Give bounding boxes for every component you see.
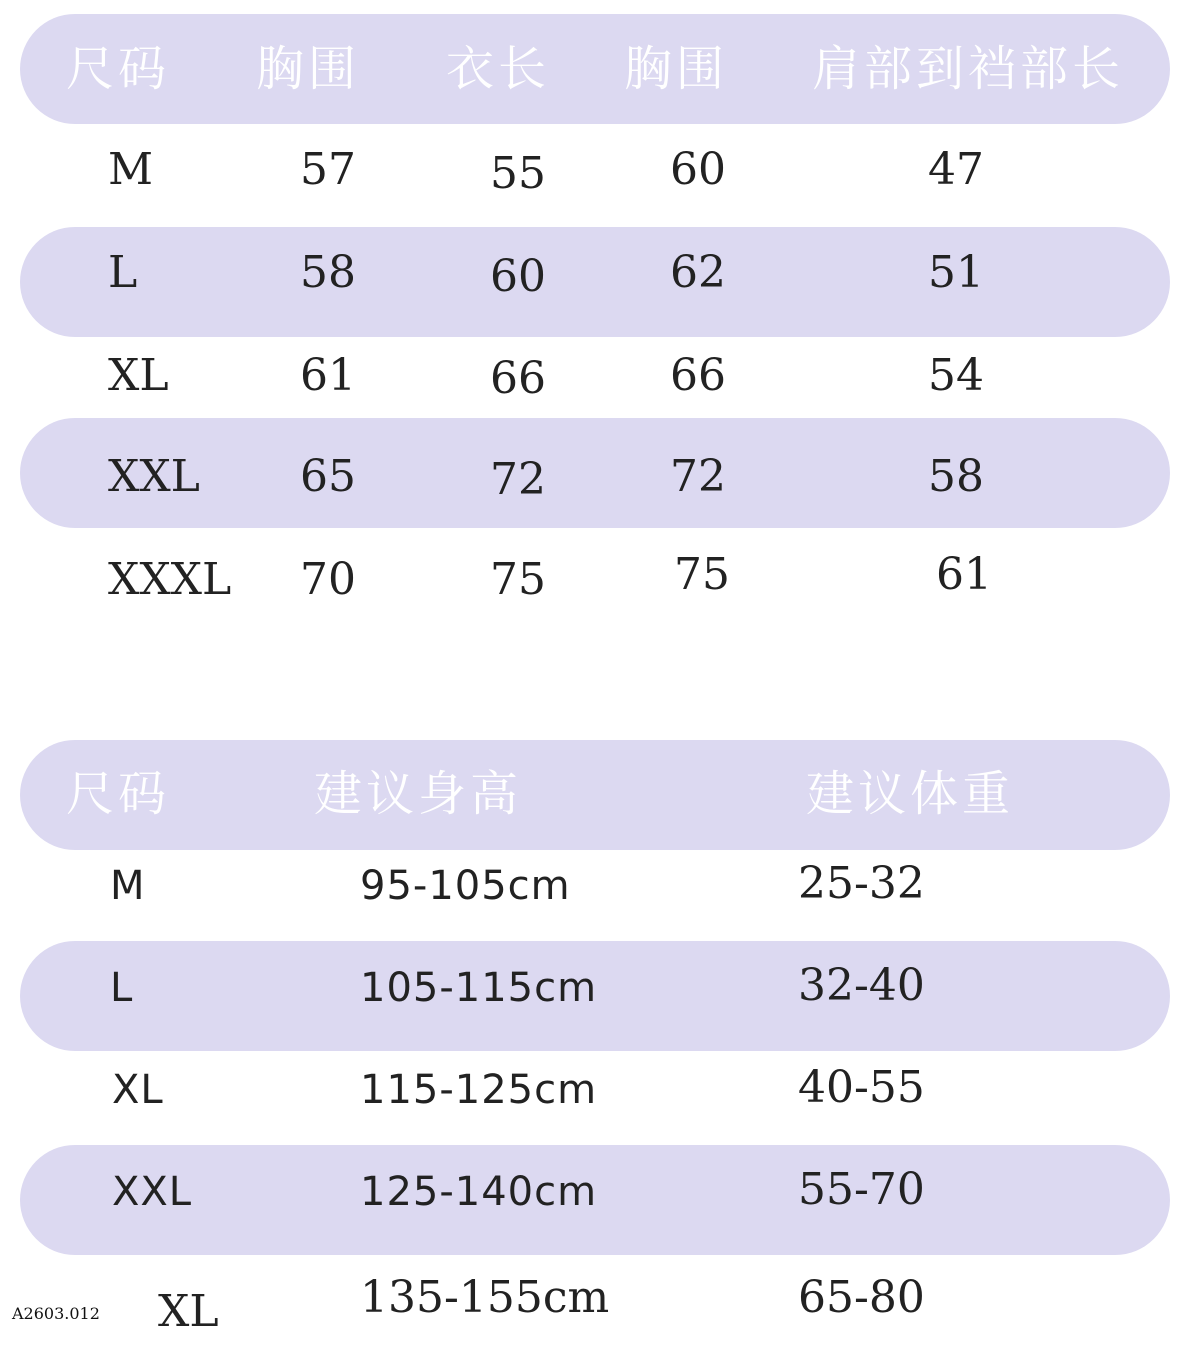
table1-shoulder-l: 51 bbox=[928, 247, 984, 298]
table1-size-xl: XL bbox=[108, 350, 169, 401]
table1-chest2-xl: 66 bbox=[670, 350, 726, 401]
table1-length-l: 60 bbox=[490, 251, 546, 302]
table2-header-weight: 建议体重 bbox=[806, 766, 1015, 822]
table1-shoulder-xl: 54 bbox=[928, 350, 984, 401]
table1-chest2-m: 60 bbox=[670, 144, 726, 195]
table1-header-chest: 胸围 bbox=[256, 41, 361, 97]
table2-weight-xxl: 55-70 bbox=[798, 1164, 925, 1215]
table1-chest2-xxxl: 75 bbox=[674, 549, 730, 600]
product-code: A2603.012 bbox=[12, 1304, 100, 1323]
table1-length-xl: 66 bbox=[490, 353, 546, 404]
table2-header-height: 建议身高 bbox=[314, 766, 523, 822]
table1-size-xxl: XXL bbox=[108, 451, 200, 502]
table1-chest2-l: 62 bbox=[670, 247, 726, 298]
table2-size-xl: XL bbox=[112, 1067, 164, 1113]
table2-weight-xl-last: 65-80 bbox=[798, 1272, 925, 1323]
table2-height-m: 95-105cm bbox=[360, 863, 571, 909]
table2-height-xl-last: 135-155cm bbox=[360, 1272, 610, 1323]
table1-header-chest-2: 胸围 bbox=[624, 41, 729, 97]
table2-weight-l: 32-40 bbox=[798, 960, 925, 1011]
table1-size-m: M bbox=[108, 144, 154, 195]
table2-size-xl-last: XL bbox=[158, 1286, 219, 1337]
table2-header-size: 尺码 bbox=[66, 766, 171, 822]
table2-size-l: L bbox=[110, 965, 134, 1011]
table1-length-xxxl: 75 bbox=[490, 554, 546, 605]
table1-size-l: L bbox=[108, 247, 138, 298]
table1-header-shoulder-crotch: 肩部到裆部长 bbox=[812, 41, 1125, 97]
table1-chest-xxl: 65 bbox=[300, 451, 356, 502]
table1-shoulder-xxl: 58 bbox=[928, 451, 984, 502]
table2-height-xl: 115-125cm bbox=[360, 1067, 598, 1113]
table1-chest-l: 58 bbox=[300, 247, 356, 298]
table1-size-xxxl: XXXL bbox=[108, 554, 232, 605]
table2-weight-m: 25-32 bbox=[798, 858, 925, 909]
table1-header-size: 尺码 bbox=[66, 41, 171, 97]
table2-size-xxl: XXL bbox=[112, 1169, 193, 1215]
table1-row-band-l bbox=[20, 227, 1170, 337]
table2-height-xxl: 125-140cm bbox=[360, 1169, 598, 1215]
table1-shoulder-m: 47 bbox=[928, 144, 984, 195]
table1-header-length: 衣长 bbox=[446, 41, 551, 97]
table1-chest-xxxl: 70 bbox=[300, 554, 356, 605]
table1-chest2-xxl: 72 bbox=[670, 451, 726, 502]
table2-height-l: 105-115cm bbox=[360, 965, 598, 1011]
table1-chest-xl: 61 bbox=[300, 350, 356, 401]
table2-weight-xl: 40-55 bbox=[798, 1062, 925, 1113]
table1-length-xxl: 72 bbox=[490, 454, 546, 505]
table1-shoulder-xxxl: 61 bbox=[936, 549, 992, 600]
table2-size-m: M bbox=[110, 863, 146, 909]
table1-chest-m: 57 bbox=[300, 144, 356, 195]
table1-length-m: 55 bbox=[490, 148, 546, 199]
